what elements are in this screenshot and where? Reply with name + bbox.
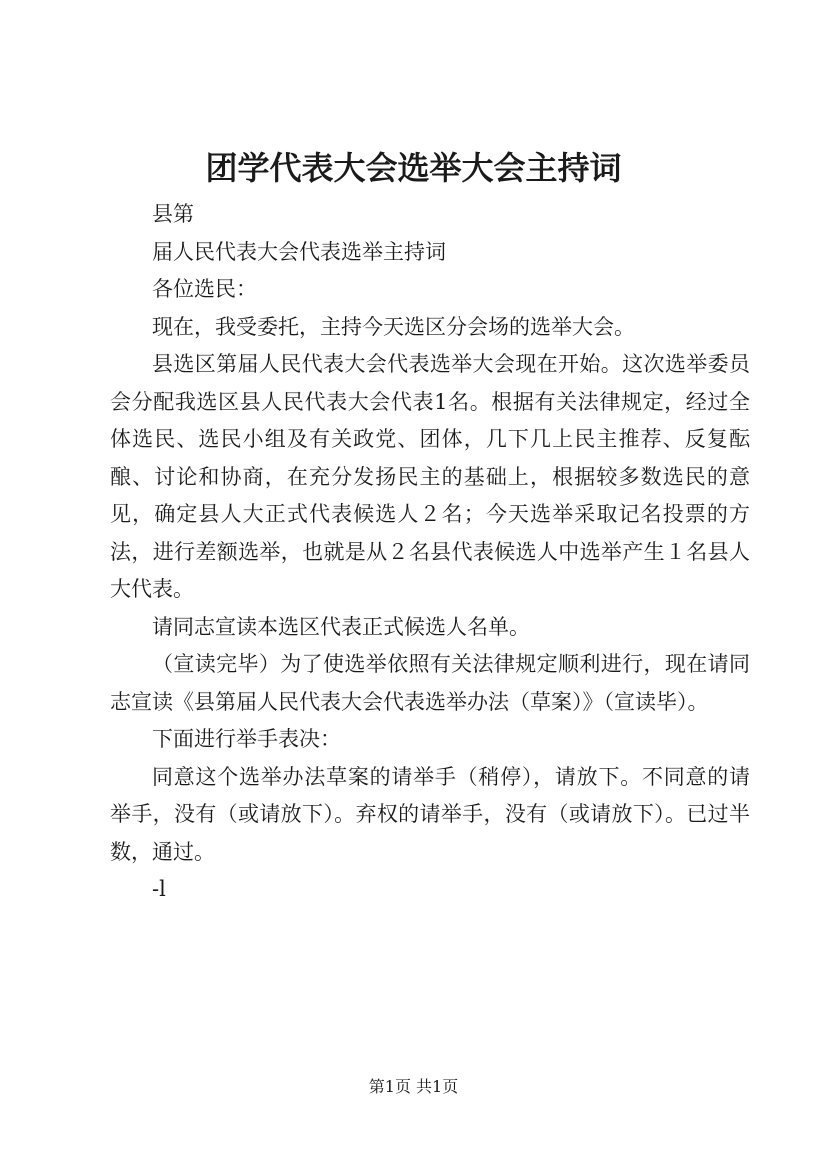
page-footer: 第1页 共1页 — [368, 1077, 459, 1096]
paragraph-candidate-list: 请同志宣读本选区代表正式候选人名单。 — [152, 614, 530, 639]
paragraph-vote-result: 同意这个选举办法草案的请举手（稍停），请放下。不同意的请举手，没有（或请放下）。弃权的请举手，没有（或请放下）。已过半数，通过。 — [110, 764, 750, 864]
paragraph-subtitle: 届人民代表大会代表选举主持词 — [152, 239, 446, 264]
paragraph-opening: 现在，我受委托，主持今天选区分会场的选举大会。 — [152, 314, 635, 339]
paragraph-vote-intro: 下面进行举手表决： — [152, 727, 341, 751]
paragraph-page-mark: -l — [152, 877, 166, 901]
paragraph-election-rules: （宣读完毕）为了使选举依照有关法律规定顺利进行，现在请同志宣读《县第届人民代表大会代表选举办法（草案）》（宣读毕）。 — [110, 652, 750, 714]
paragraph-county-prefix: 县第 — [152, 202, 194, 226]
document-body — [110, 196, 750, 909]
paragraph-salutation: 各位选民： — [152, 277, 257, 301]
document-title: 团学代表大会选举大会主持词 — [205, 149, 622, 187]
paragraph-election-intro: 县选区第届人民代表大会代表选举大会现在开始。这次选举委员会分配我选区县人民代表大会代表1名。根据有关法律规定，经过全体选民、选民小组及有关政党、团体，几下几上民主推荐、反复酝酿、讨论和协商，在充分发扬民主的基础上，根据较多数选民的意见，确定县人大正式代表候选人２名；今天选举采取记名投票的方法，进行差额选举，也就是从２名县代表候选人中选举产生１名县人大代表。 — [110, 352, 750, 601]
